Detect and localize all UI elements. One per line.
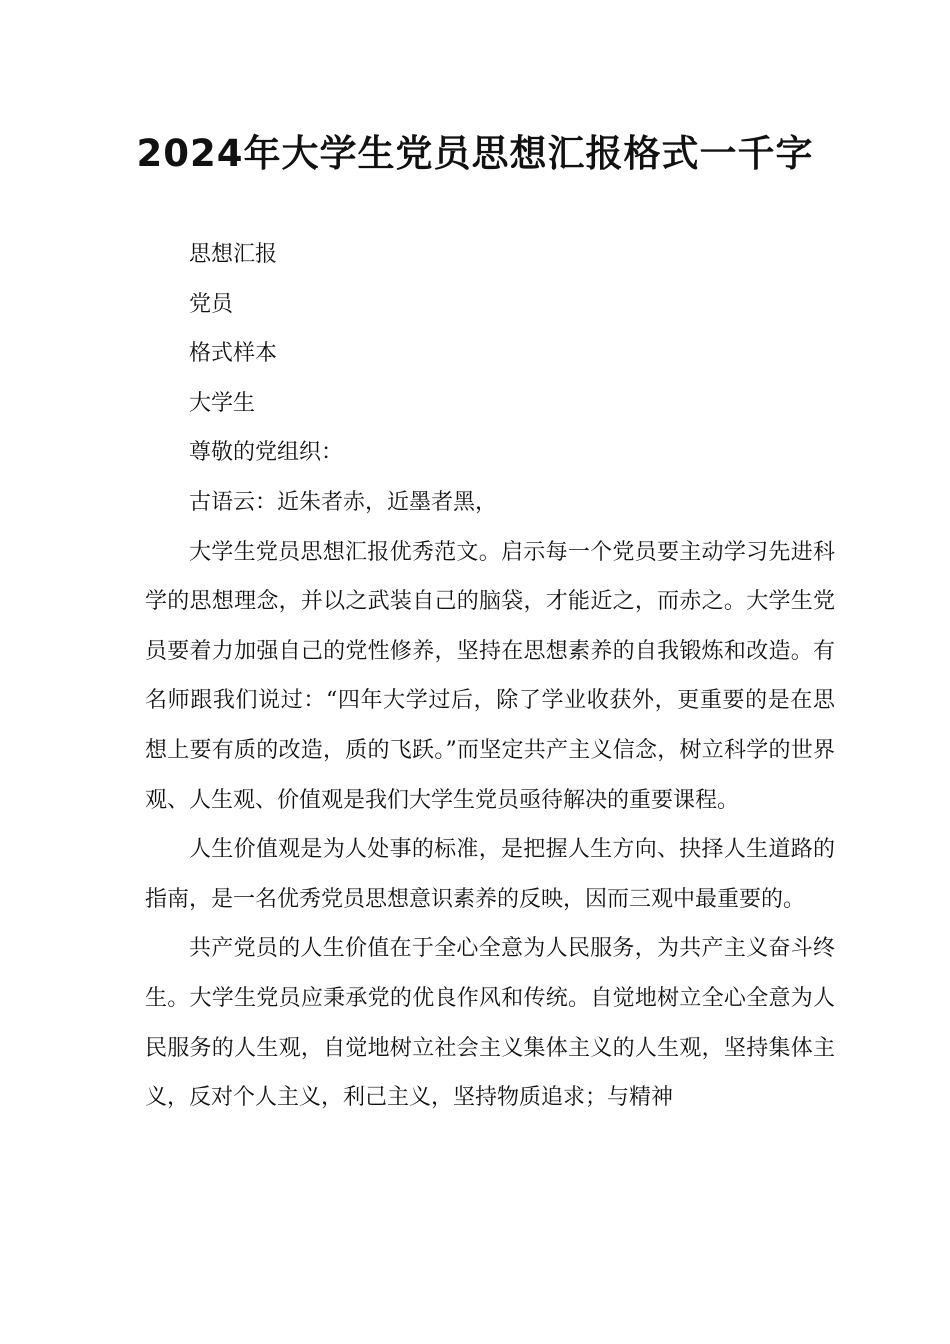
document-body	[145, 230, 835, 1123]
keyword-line: 格式样本	[189, 341, 278, 367]
body-paragraph: 人生价值观是为人处事的标准，是把握人生方向、抉择人生道路的指南，是一名优秀党员思想意识素养的反映，因而三观中最重要的。	[145, 837, 835, 912]
keyword-line: 大学生	[189, 390, 256, 416]
keyword-line: 思想汇报	[189, 242, 278, 267]
keyword-line: 党员	[189, 291, 234, 317]
body-paragraph: 共产党员的人生价值在于全心全意为人民服务，为共产主义奋斗终生。大学生党员应秉承党的优良作风和传统。自觉地树立全心全意为人民服务的人生观，自觉地树立社会主义集体主义的人生观，坚持集体主义，反对个人主义，利己主义，坚持物质追求；与精神	[145, 936, 835, 1111]
salutation: 尊敬的党组织：	[189, 440, 344, 466]
body-paragraph: 大学生党员思想汇报优秀范文。启示每一个党员要主动学习先进科学的思想理念，并以之武装自己的脑袋，才能近之，而赤之。大学生党员要着力加强自己的党性修养，坚持在思想素养的自我锻炼和改造。有名师跟我们说过：“四年大学过后，除了学业收获外，更重要的是在思想上要有质的改造，质的飞跃。”而坚定共产主义信念，树立科学的世界观、人生观、价值观是我们大学生党员亟待解决的重要课程。	[145, 539, 835, 813]
document-title: 2024年大学生党员思想汇报格式一千字	[136, 132, 814, 175]
opening-quote: 古语云：近朱者赤，近墨者黑，	[189, 489, 498, 515]
